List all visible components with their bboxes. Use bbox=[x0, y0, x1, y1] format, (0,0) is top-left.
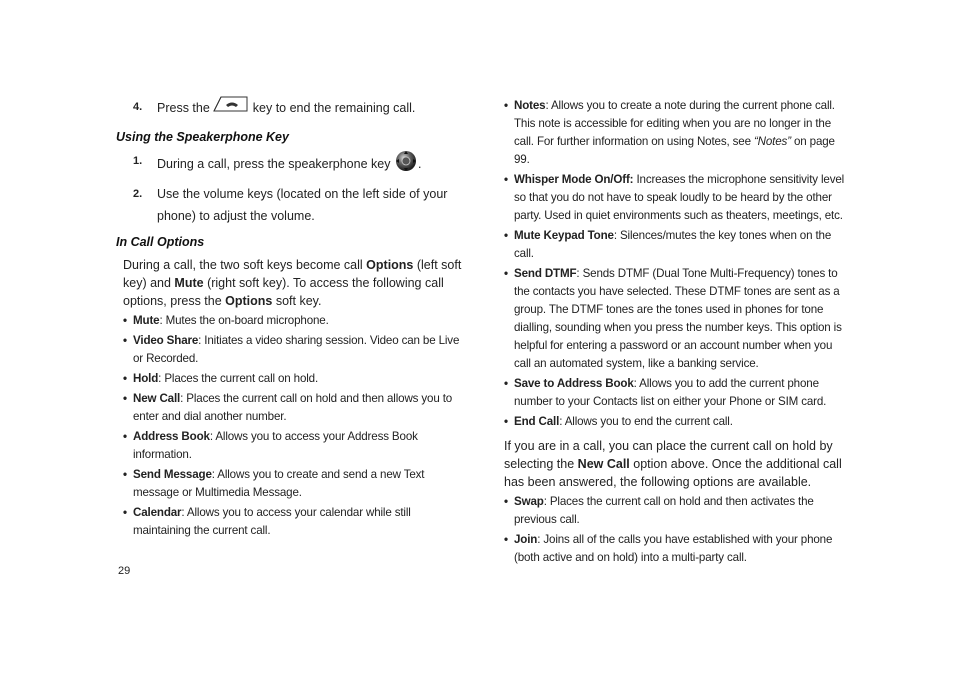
option-calendar bbox=[123, 504, 468, 540]
option-term: Send Message bbox=[133, 468, 212, 481]
option-term: Join bbox=[514, 533, 538, 546]
option-desc: : Initiates a video sharing session. Video can be Live or Recorded. bbox=[133, 334, 460, 365]
step-number: 4. bbox=[133, 101, 143, 113]
option-term: Calendar bbox=[133, 506, 182, 519]
hold-text: If you are in a call, you can place the current call on hold by selecting the bbox=[504, 439, 833, 471]
intro-text: soft key. bbox=[272, 294, 322, 308]
step-text-after: key to end the remaining call. bbox=[252, 100, 416, 115]
option-term: Notes bbox=[514, 99, 546, 112]
hold-options-list bbox=[504, 493, 849, 567]
step-text-before: Press the bbox=[157, 100, 210, 115]
step-number: 2. bbox=[133, 188, 143, 200]
option-desc: : Silences/mutes the key tones when on the call. bbox=[514, 229, 832, 260]
in-call-intro bbox=[116, 256, 468, 310]
in-call-options-heading: In Call Options bbox=[116, 235, 205, 249]
option-join bbox=[504, 531, 849, 567]
intro-bold-options: Options bbox=[225, 294, 273, 308]
option-term: Mute bbox=[133, 314, 160, 327]
hold-paragraph bbox=[504, 437, 849, 491]
option-end-call bbox=[504, 413, 849, 431]
speakerphone-heading: Using the Speakerphone Key bbox=[116, 130, 289, 144]
step-4 bbox=[116, 96, 468, 121]
option-desc: : Places the current call on hold and then activates the previous call. bbox=[514, 495, 814, 526]
in-call-options-list bbox=[116, 312, 468, 540]
option-term: Send DTMF bbox=[514, 267, 577, 280]
speaker-step-1 bbox=[116, 150, 468, 179]
option-send-dtmf bbox=[504, 265, 849, 373]
option-desc: : Allows you to access your Address Book information. bbox=[133, 430, 418, 461]
page-number: 29 bbox=[118, 565, 131, 577]
intro-text: During a call, the two soft keys become call bbox=[123, 258, 367, 272]
step-text-after: . bbox=[417, 156, 422, 171]
option-term: Swap bbox=[514, 495, 544, 508]
option-send-message bbox=[123, 466, 468, 502]
option-desc: : Allows you to access your calendar while still maintaining the current call. bbox=[133, 506, 411, 537]
speakerphone-key-icon bbox=[394, 150, 418, 179]
step-text: Use the volume keys (located on the left side of your phone) to adjust the volume. bbox=[157, 187, 448, 223]
option-video-share bbox=[123, 332, 468, 368]
notes-reference: “Notes” bbox=[753, 135, 791, 148]
intro-text: (left soft key) and bbox=[123, 258, 462, 290]
option-term: Address Book bbox=[133, 430, 210, 443]
hold-bold-new-call: New Call bbox=[577, 457, 630, 471]
in-call-options-list-continued bbox=[504, 97, 849, 431]
option-desc: : Allows you to add the current phone number to your Contacts list on either your Phone or SIM card. bbox=[514, 377, 827, 408]
option-notes bbox=[504, 97, 849, 169]
option-desc: : Joins all of the calls you have established with your phone (both active and on hold) into a multi-party call. bbox=[514, 533, 833, 564]
option-term: Whisper Mode On/Off: bbox=[514, 173, 634, 186]
option-mute bbox=[123, 312, 468, 330]
option-desc: : Mutes the on-board microphone. bbox=[159, 314, 329, 327]
option-desc: : Places the current call on hold and then allows you to enter and dial another number. bbox=[133, 392, 453, 423]
intro-bold-options: Options bbox=[366, 258, 414, 272]
option-desc: on page 99. bbox=[514, 135, 835, 166]
option-desc: : Sends DTMF (Dual Tone Multi-Frequency) tones to the contacts you have selected. These DTMF tones are sent as a group. The DTMF tones are the tones used in phones for tone dialling, sounding when you press the number keys. This option is helpful for entering a password or an account number when you call an automated system, like a banking service. bbox=[514, 267, 842, 370]
intro-text: (right soft key). To access the following call options, press the bbox=[123, 276, 444, 308]
option-swap bbox=[504, 493, 849, 529]
step-text: During a call, press the speakerphone key bbox=[157, 156, 391, 171]
option-save-to-address-book bbox=[504, 375, 849, 411]
option-desc: : Allows you to create and send a new Text message or Multimedia Message. bbox=[133, 468, 425, 499]
hold-text: option above. Once the additional call has been answered, the following options are available. bbox=[504, 457, 842, 489]
option-desc: : Places the current call on hold. bbox=[158, 372, 319, 385]
option-term: New Call bbox=[133, 392, 181, 405]
option-term: Video Share bbox=[133, 334, 199, 347]
option-desc: : Allows you to create a note during the current phone call. This note is accessible for editing when you are no longer in the call. For further information on using Notes, see bbox=[514, 99, 835, 148]
intro-bold-mute: Mute bbox=[174, 276, 204, 290]
option-desc: Increases the microphone sensitivity level so that you do not have to speak loudly to be heard by the other party. Used in quiet environments such as theaters, meetings, etc. bbox=[514, 173, 845, 222]
option-term: Save to Address Book bbox=[514, 377, 634, 390]
option-term: Mute Keypad Tone bbox=[514, 229, 614, 242]
option-term: Hold bbox=[133, 372, 159, 385]
option-desc: : Allows you to end the current call. bbox=[559, 415, 733, 428]
right-column bbox=[504, 96, 849, 569]
option-hold bbox=[123, 370, 468, 388]
option-term: End Call bbox=[514, 415, 560, 428]
option-new-call bbox=[123, 390, 468, 426]
step-number: 1. bbox=[133, 155, 143, 167]
option-address-book bbox=[123, 428, 468, 464]
option-whisper-mode bbox=[504, 171, 849, 225]
left-column bbox=[116, 96, 468, 542]
option-mute-keypad-tone bbox=[504, 227, 849, 263]
speaker-step-2 bbox=[116, 183, 468, 227]
end-call-key-icon bbox=[213, 96, 249, 121]
